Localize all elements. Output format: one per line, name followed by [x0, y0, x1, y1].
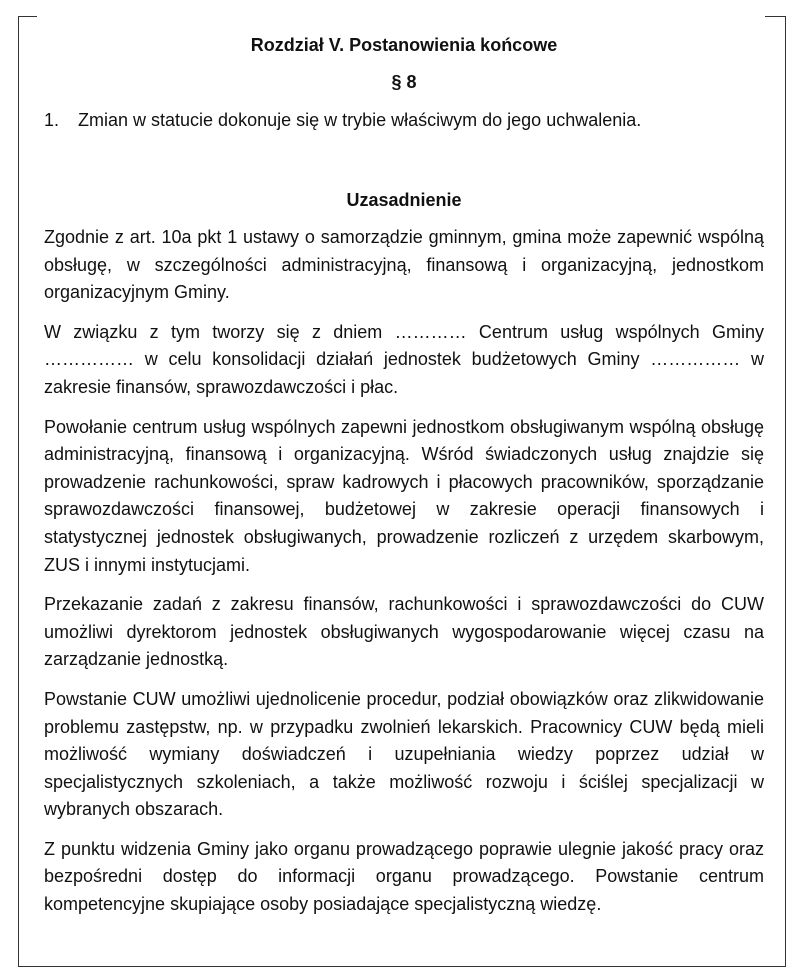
justification-paragraph: Przekazanie zadań z zakresu finansów, rachunkowości i sprawozdawczości do CUW umożliwi dyrektorom jednostek obsługiwanych wygospodarowanie więcej czasu na zarządzanie jednostką. [44, 594, 764, 670]
page-frame-bottom [18, 966, 786, 967]
page-frame-left [18, 16, 37, 967]
provision-text: Zmian w statucie dokonuje się w trybie właściwym do jego uchwalenia. [78, 110, 642, 130]
justification-heading: Uzasadnienie [346, 190, 462, 210]
justification-paragraph: Powstanie CUW umożliwi ujednolicenie procedur, podział obowiązków oraz zlikwidowanie problemu zastępstw, np. w przypadku zwolnień lekarskich. Pracownicy CUW będą mieli możliwość wymiany doświadczeń i uzupełniania wiedzy poprzez udział w specjalistycznych szkoleniach, a także możliwość rozwoju i ściślej specjalizacji w wybranych obszarach. [44, 688, 764, 820]
justification-paragraph: Powołanie centrum usług wspólnych zapewni jednostkom obsługiwanym wspólną obsługę administracyjną, finansową i organizacyjną. Wśród świadczonych usług znajdzie się prowadzenie rachunkowości, spraw kadrowych i płacowych pracowników, sporządzanie sprawozdawczości finansowej, budżetowej w zakresie operacji finansowych i statystycznej jednostek obsługiwanych, prowadzenie rozliczeń z urzędem skarbowym, ZUS i innymi instytucjami. [44, 416, 764, 575]
section-number: § 8 [391, 72, 417, 92]
justification-paragraph: Zgodnie z art. 10a pkt 1 ustawy o samorządzie gminnym, gmina może zapewnić wspólną obsługę, w szczególności administracyjną, finansową i organizacyjną, jednostkom organizacyjnym Gminy. [44, 227, 764, 303]
page-frame-right [765, 16, 786, 967]
justification-paragraph: Z punktu widzenia Gminy jako organu prowadzącego poprawie ulegnie jakość pracy oraz bezpośredni dostęp do informacji organu prowadzącego. Powstanie centrum kompetencyjne skupiające osoby posiadające specjalistyczną wiedzę. [44, 838, 764, 915]
justification-paragraph: W związku z tym tworzy się z dniem ………… Centrum usług wspólnych Gminy …………… w celu konsolidacji działań jednostek budżetowych Gminy …………… w zakresie finansów, sprawozdawczości i płac. [44, 321, 764, 397]
chapter-title: Rozdział V. Postanowienia końcowe [250, 35, 558, 55]
provision-number: 1. [44, 110, 60, 130]
provision-item [44, 107, 764, 133]
document-page [44, 30, 764, 919]
